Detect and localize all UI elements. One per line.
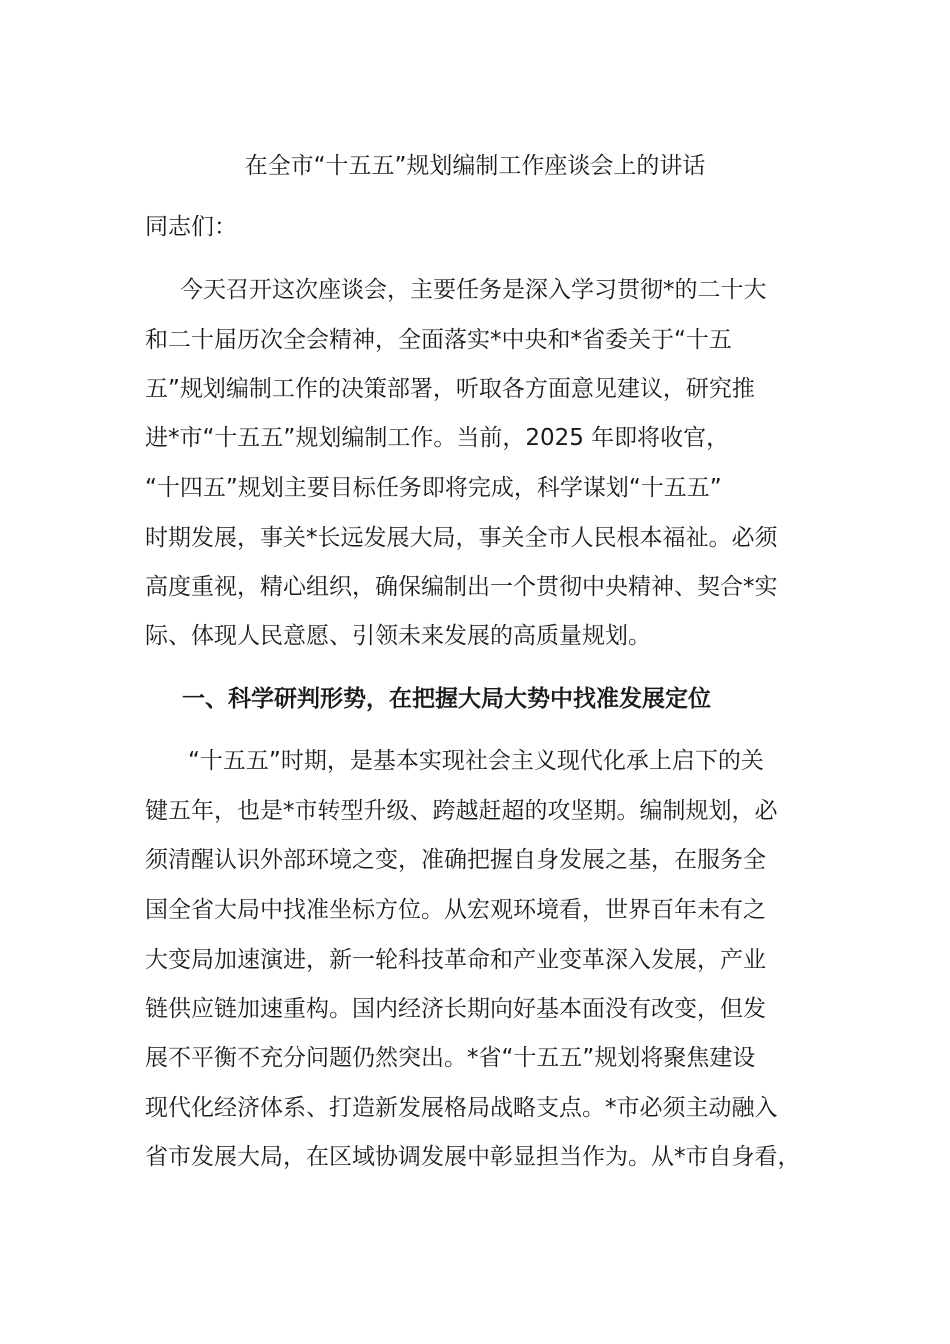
section-1-line-6: 链供应链加速重构。国内经济长期向好基本面没有改变，但发 <box>145 996 766 1022</box>
section-1-line-4: 国全省大局中找准坐标方位。从宏观环境看，世界百年未有之 <box>145 897 766 923</box>
intro-line-1: 今天召开这次座谈会，主要任务是深入学习贯彻*的二十大 <box>180 277 767 303</box>
intro-line-7: 高度重视，精心组织，确保编制出一个贯彻中央精神、契合*实 <box>145 574 778 600</box>
intro-line-8: 际、体现人民意愿、引领未来发展的高质量规划。 <box>145 623 651 649</box>
section-1-heading: 一、科学研判形势，在把握大局大势中找准发展定位 <box>182 686 711 712</box>
section-1-line-9: 省市发展大局，在区域协调发展中彰显担当作为。从*市自身看， <box>145 1144 801 1170</box>
section-1-line-1: “十五五”时期，是基本实现社会主义现代化承上启下的关 <box>188 748 764 774</box>
section-1-line-2: 键五年，也是*市转型升级、跨越赶超的攻坚期。编制规划，必 <box>145 798 778 824</box>
salutation: 同志们： <box>145 214 237 240</box>
section-1-line-3: 须清醒认识外部环境之变，准确把握自身发展之基，在服务全 <box>145 847 766 873</box>
intro-line-3: 五”规划编制工作的决策部署，听取各方面意见建议，研究推 <box>145 376 755 402</box>
section-1-line-7: 展不平衡不充分问题仍然突出。*省“十五五”规划将聚焦建设 <box>145 1045 756 1071</box>
intro-line-5: “十四五”规划主要目标任务即将完成，科学谋划“十五五” <box>145 475 722 501</box>
document-title: 在全市“十五五”规划编制工作座谈会上的讲话 <box>244 153 706 179</box>
intro-line-6: 时期发展，事关*长远发展大局，事关全市人民根本福祉。必须 <box>145 525 778 551</box>
section-1-line-8: 现代化经济体系、打造新发展格局战略支点。*市必须主动融入 <box>145 1095 778 1121</box>
intro-line-4: 进*市“十五五”规划编制工作。当前，2025 年即将收官， <box>145 425 730 451</box>
section-1-line-5: 大变局加速演进，新一轮科技革命和产业变革深入发展，产业 <box>145 947 766 973</box>
intro-line-2: 和二十届历次全会精神，全面落实*中央和*省委关于“十五 <box>145 327 732 353</box>
